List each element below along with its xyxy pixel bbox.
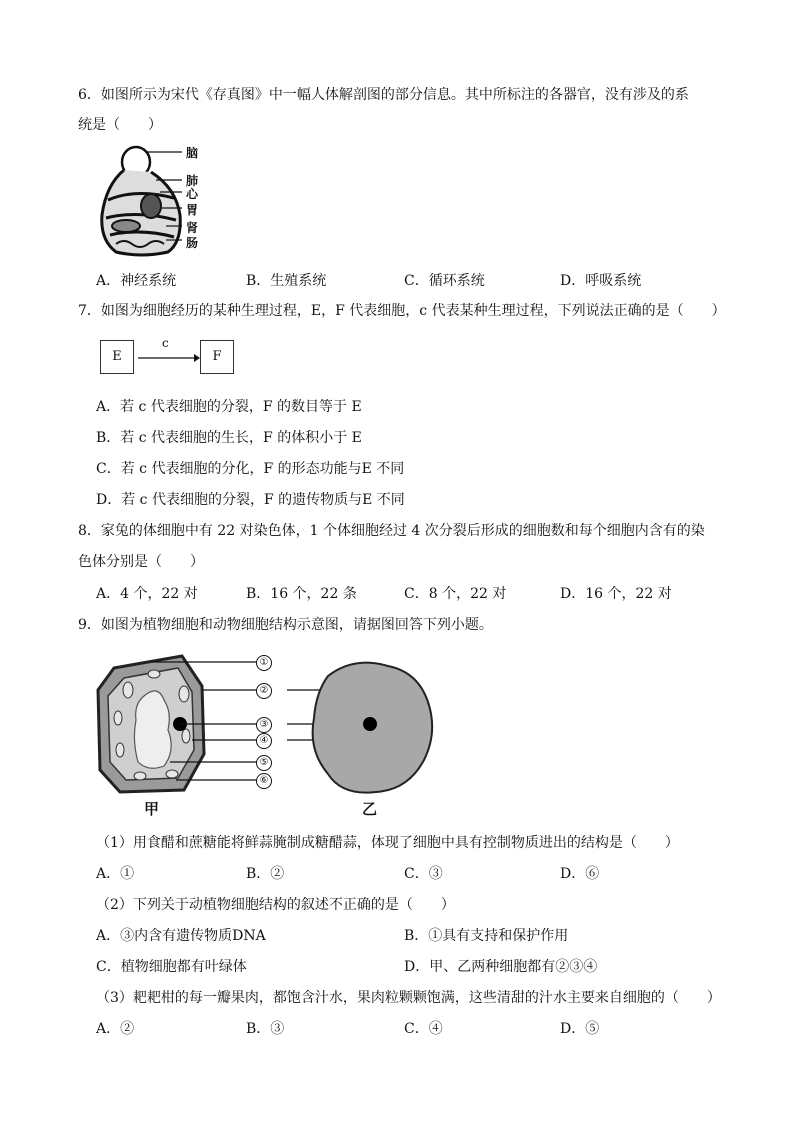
q9-sub3-option-b: B．③	[246, 1021, 285, 1037]
anatomy-figure	[96, 140, 216, 260]
label-2: ②	[256, 683, 272, 699]
q8-stem-line2: 色体分别是（ ）	[78, 554, 204, 570]
cell-e-box: E	[100, 340, 134, 374]
q9-sub2-option-d: D．甲、乙两种细胞都有②③④	[404, 959, 598, 975]
q8-option-b: B．16 个，22 条	[246, 586, 357, 602]
q9-sub2-option-a: A．③内含有遗传物质DNA	[96, 928, 266, 944]
q9-sub3-option-d: D．⑤	[560, 1021, 600, 1037]
q9-sub1-option-a: A．①	[96, 866, 135, 882]
q6-option-c: C．循环系统	[404, 273, 485, 289]
q9-sub3-stem: （3）耙耙柑的每一瓣果肉，都饱含汁水，果肉粒颗颗饱满，这些清甜的汁水主要来自细胞的（ ）	[96, 990, 721, 1006]
q8-option-c: C．8 个，22 对	[404, 586, 507, 602]
cell-f-box: F	[200, 340, 234, 374]
q8-option-d: D．16 个，22 对	[560, 586, 672, 602]
q6-option-a: A．神经系统	[96, 273, 177, 289]
cell-label-plant: 甲	[144, 800, 160, 818]
label-heart: 心	[186, 187, 199, 201]
process-label: c	[162, 336, 169, 350]
q9-sub2-option-b: B．①具有支持和保护作用	[404, 928, 569, 944]
q6-stem-line2: 统是（ ）	[78, 117, 162, 133]
q9-sub1-option-b: B．②	[246, 866, 285, 882]
q7-option-a: A．若 c 代表细胞的分裂，F 的数目等于 E	[96, 399, 362, 415]
q7-stem: 7．如图为细胞经历的某种生理过程，E，F 代表细胞，c 代表某种生理过程，下列说法正确的是（ ）	[78, 303, 726, 319]
q9-sub1-option-d: D．⑥	[560, 866, 600, 882]
label-stomach: 胃	[186, 203, 199, 217]
q9-sub2-stem: （2）下列关于动植物细胞结构的叙述不正确的是（ ）	[96, 897, 455, 913]
q9-sub3-option-a: A．②	[96, 1021, 135, 1037]
q7-option-d: D．若 c 代表细胞的分裂，F 的遗传物质与E 不同	[96, 492, 405, 508]
label-intestine: 肠	[186, 236, 199, 250]
label-4: ④	[256, 733, 272, 749]
q8-option-a: A．4 个，22 对	[96, 586, 198, 602]
label-brain: 脑	[186, 146, 199, 160]
q7-option-c: C．若 c 代表细胞的分化，F 的形态功能与E 不同	[96, 461, 405, 477]
label-lung: 肺	[186, 174, 199, 188]
q9-sub3-option-c: C．④	[404, 1021, 443, 1037]
q6-option-b: B．生殖系统	[246, 273, 327, 289]
q9-sub1-stem: （1）用食醋和蔗糖能将鲜蒜腌制成糖醋蒜，体现了细胞中具有控制物质进出的结构是（ ）	[96, 835, 679, 851]
q6-option-d: D．呼吸系统	[560, 273, 642, 289]
label-6: ⑥	[256, 773, 272, 789]
q9-sub1-option-c: C．③	[404, 866, 443, 882]
q8-stem-line1: 8．家兔的体细胞中有 22 对染色体，1 个体细胞经过 4 次分裂后形成的细胞数和每个细胞内含有的染	[78, 523, 705, 539]
label-kidney: 肾	[186, 221, 199, 235]
label-3: ③	[256, 717, 272, 733]
q9-stem: 9．如图为植物细胞和动物细胞结构示意图，请据图回答下列小题。	[78, 617, 493, 633]
q7-option-b: B．若 c 代表细胞的生长，F 的体积小于 E	[96, 430, 362, 446]
q9-sub2-option-c: C．植物细胞都有叶绿体	[96, 959, 247, 975]
q6-stem-line1: 6．如图所示为宋代《存真图》中一幅人体解剖图的部分信息。其中所标注的各器官，没有涉及的系	[78, 87, 689, 103]
cell-label-animal: 乙	[362, 800, 378, 818]
label-1: ①	[256, 655, 272, 671]
label-5: ⑤	[256, 755, 272, 771]
